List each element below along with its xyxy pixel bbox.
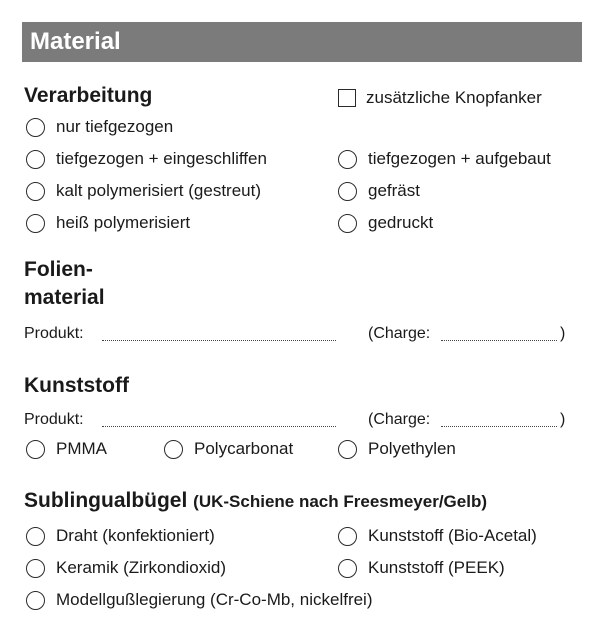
radio-label: Polyethylen [368, 439, 456, 458]
radio-option-tiefgezogen-aufgebaut[interactable] [338, 147, 551, 171]
radio-label: kalt polymerisiert (gestreut) [56, 181, 262, 200]
radio-option-heiss-polymerisiert[interactable] [26, 211, 190, 235]
folien-charge-label: (Charge: [368, 325, 431, 342]
radio-option-peek[interactable] [338, 556, 505, 580]
radio-label: Modellgußlegierung (Cr-Co-Mb, nickelfrei) [56, 590, 373, 609]
kunststoff-charge-label: (Charge: [368, 411, 431, 428]
folien-charge-input[interactable] [441, 340, 557, 341]
radio-button[interactable] [26, 182, 45, 201]
sublingualbuegel-subtitle: (UK-Schiene nach Freesmeyer/Gelb) [193, 492, 487, 511]
radio-button[interactable] [26, 214, 45, 233]
radio-label: tiefgezogen + aufgebaut [368, 149, 551, 168]
radio-button[interactable] [338, 182, 357, 201]
folien-charge-close: ) [560, 325, 566, 342]
radio-button[interactable] [26, 440, 45, 459]
radio-option-pmma[interactable] [26, 437, 107, 461]
radio-button[interactable] [338, 150, 357, 169]
folienmaterial-heading-line1: Folien- [24, 258, 93, 281]
radio-option-bio-acetal[interactable] [338, 524, 537, 548]
radio-button[interactable] [164, 440, 183, 459]
radio-label: nur tiefgezogen [56, 117, 174, 136]
radio-button[interactable] [338, 214, 357, 233]
kunststoff-charge-close: ) [560, 411, 566, 428]
section-title: Material [30, 28, 121, 55]
sublingualbuegel-heading [24, 489, 487, 513]
knopfanker-label: zusätzliche Knopfanker [366, 88, 542, 107]
knopfanker-checkbox[interactable] [338, 89, 356, 107]
radio-button[interactable] [26, 591, 45, 610]
radio-label: heiß polymerisiert [56, 213, 191, 232]
verarbeitung-heading: Verarbeitung [24, 84, 153, 107]
radio-button[interactable] [26, 118, 45, 137]
radio-option-kalt-polymerisiert[interactable] [26, 179, 261, 203]
radio-label: Kunststoff (PEEK) [368, 558, 505, 577]
radio-button[interactable] [26, 527, 45, 546]
radio-label: Polycarbonat [194, 439, 294, 458]
kunststoff-produkt-label: Produkt: [24, 411, 84, 428]
radio-option-polycarbonat[interactable] [164, 437, 293, 461]
radio-button[interactable] [338, 559, 357, 578]
radio-button[interactable] [26, 559, 45, 578]
radio-label: Keramik (Zirkondioxid) [56, 558, 227, 577]
radio-button[interactable] [338, 527, 357, 546]
radio-option-draht[interactable] [26, 524, 215, 548]
radio-label: Kunststoff (Bio-Acetal) [368, 526, 537, 545]
radio-option-gedruckt[interactable] [338, 211, 433, 235]
folien-produkt-input[interactable] [102, 340, 336, 341]
folienmaterial-heading-line2: material [24, 286, 105, 309]
radio-button[interactable] [338, 440, 357, 459]
radio-option-modellgusslegierung[interactable] [26, 588, 373, 612]
radio-label: tiefgezogen + eingeschliffen [56, 149, 267, 168]
section-header-bar [22, 22, 582, 62]
radio-button[interactable] [26, 150, 45, 169]
radio-label: gefräst [368, 181, 420, 200]
radio-option-tiefgezogen-eingeschliffen[interactable] [26, 147, 267, 171]
sublingualbuegel-title: Sublingualbügel [24, 489, 188, 512]
knopfanker-checkbox-option[interactable] [338, 86, 542, 110]
folien-produkt-label: Produkt: [24, 325, 84, 342]
radio-option-nur-tiefgezogen[interactable] [26, 115, 173, 139]
kunststoff-heading: Kunststoff [24, 374, 129, 397]
radio-label: PMMA [56, 439, 107, 458]
radio-label: Draht (konfektioniert) [56, 526, 215, 545]
radio-option-polyethylen[interactable] [338, 437, 456, 461]
radio-label: gedruckt [368, 213, 434, 232]
kunststoff-charge-input[interactable] [441, 426, 557, 427]
radio-option-keramik[interactable] [26, 556, 226, 580]
kunststoff-produkt-input[interactable] [102, 426, 336, 427]
radio-option-gefraest[interactable] [338, 179, 420, 203]
